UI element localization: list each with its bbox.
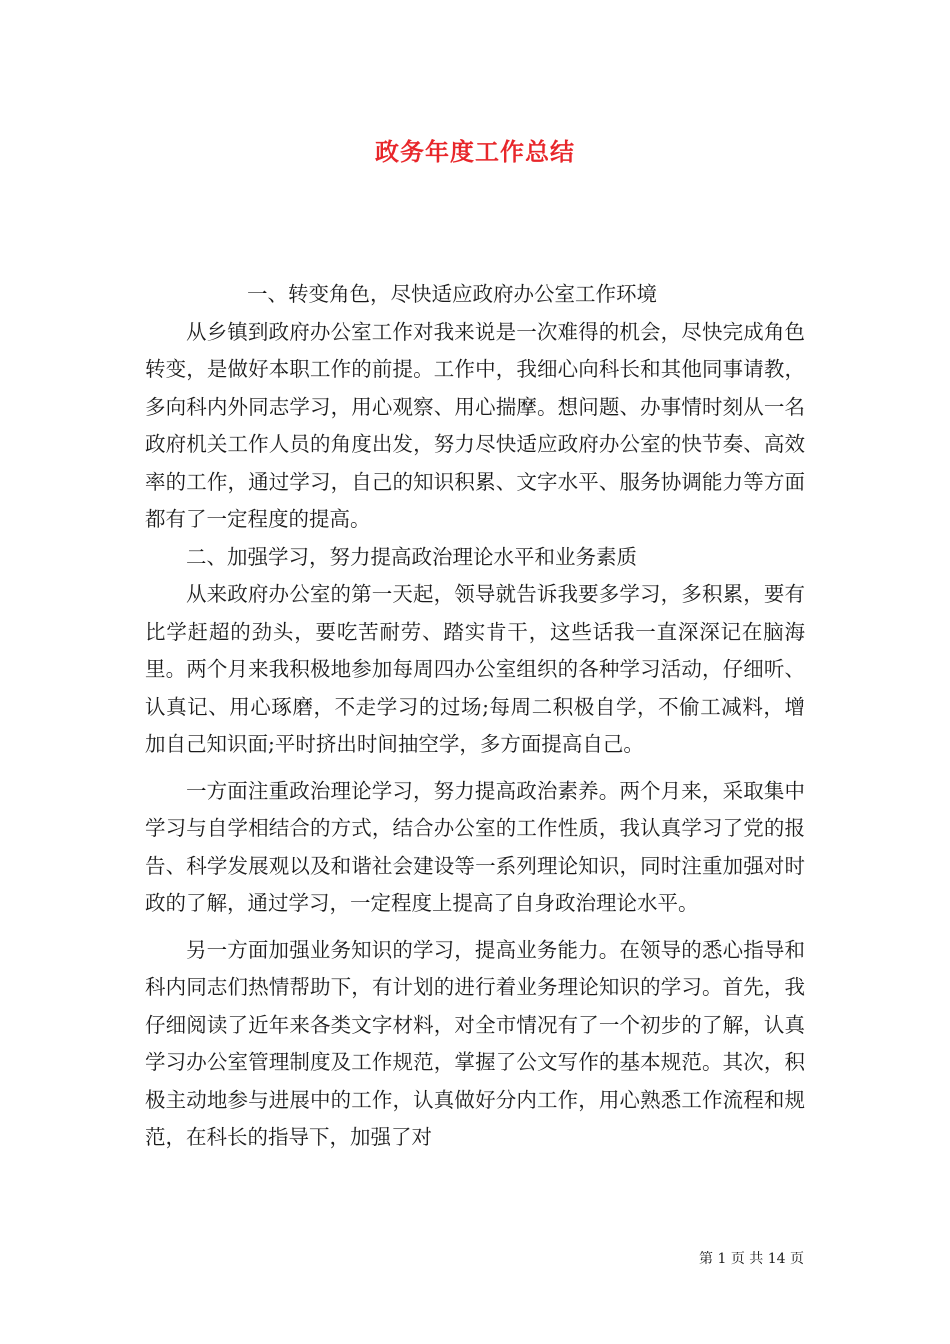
page-number-footer: 第 1 页 共 14 页 bbox=[699, 1251, 804, 1267]
section-heading-2: 二、加强学习，努力提高政治理论水平和业务素质 bbox=[186, 544, 637, 569]
section-heading-1: 一、转变角色，尽快适应政府办公室工作环境 bbox=[247, 282, 657, 306]
paragraph-4: 另一方面加强业务知识的学习，提高业务能力。在领导的悉心指导和科内同志们热情帮助下，有计划的进行着业务理论知识的学习。首先，我仔细阅读了近年来各类文字材料，对全市情况有了一个初步的了解，认真学习办公室管理制度及工作规范，掌握了公文写作的基本规范。其次，积极主动地参与进展中的工作，认真做好分内工作，用心熟悉工作流程和规范，在科长的指导下，加强了对 bbox=[145, 937, 805, 1149]
paragraph-1: 从乡镇到政府办公室工作对我来说是一次难得的机会，尽快完成角色转变，是做好本职工作的前提。工作中，我细心向科长和其他同事请教，多向科内外同志学习，用心观察、用心揣摩。想问题、办事情时刻从一名政府机关工作人员的角度出发，努力尽快适应政府办公室的快节奏、高效率的工作，通过学习，自己的知识积累、文字水平、服务协调能力等方面都有了一定程度的提高。 bbox=[145, 319, 805, 531]
paragraph-2: 从来政府办公室的第一天起，领导就告诉我要多学习，多积累，要有比学赶超的劲头，要吃苦耐劳、踏实肯干，这些话我一直深深记在脑海里。两个月来我积极地参加每周四办公室组织的各种学习活动，仔细听、认真记、用心琢磨，不走学习的过场;每周二积极自学，不偷工减料，增加自己知识面;平时挤出时间抽空学，多方面提高自己。 bbox=[145, 582, 805, 756]
paragraph-3: 一方面注重政治理论学习，努力提高政治素养。两个月来，采取集中学习与自学相结合的方式，结合办公室的工作性质，我认真学习了党的报告、科学发展观以及和谐社会建设等一系列理论知识，同时注重加强对时政的了解，通过学习，一定程度上提高了自身政治理论水平。 bbox=[145, 778, 805, 915]
document-title: 政务年度工作总结 bbox=[375, 137, 575, 166]
document-body bbox=[145, 276, 805, 1157]
